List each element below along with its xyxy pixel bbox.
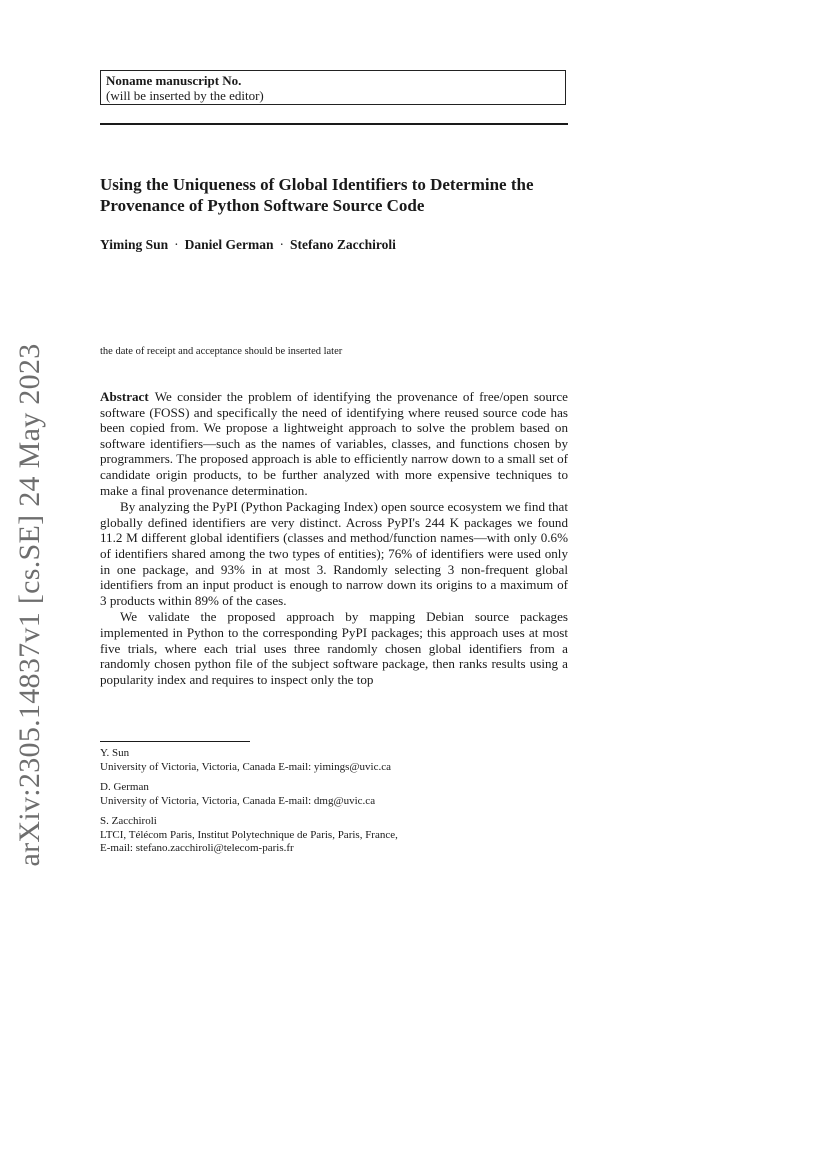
abstract-paragraph: We validate the proposed approach by mapping Debian source packages implemented in Python to the corresponding PyPI packages; this approach uses at most five trials, where each trial uses three randomly chosen global identifiers from a randomly chosen python file of the subject software package, then ranks results using a popularity index and requires to inspect only the top [100,609,568,687]
receipt-date-note: the date of receipt and acceptance should be inserted later [100,346,343,357]
author-name: Daniel German [184,237,274,252]
affiliation-german [100,781,560,808]
affiliation-line: University of Victoria, Victoria, Canada E-mail: yimings@uvic.ca [100,760,391,773]
editor-note: (will be inserted by the editor) [106,88,264,103]
abstract-paragraph: By analyzing the PyPI (Python Packaging Index) open source ecosystem we find that globally defined identifiers are very distinct. Across PyPI's 244 K packages we found 11.2 M different global identifiers (classes and method/function names—with only 0.6% of identifiers shared among the two types of entities); 76% of identifiers were used only in one package, and 93% in at most 3. Randomly selecting 3 non-frequent global identifiers from an input product is enough to narrow down its origins to a maximum of 3 products within 89% of the cases. [100,499,568,608]
affiliation-name: S. Zacchiroli [100,815,157,827]
arxiv-identifier: arXiv:2305.14837v1 [cs.SE] 24 May 2023 [13,343,46,867]
author-name: Stefano Zacchiroli [290,237,396,252]
footnote-rule [100,741,250,742]
header-rule [100,123,568,125]
author-list [100,236,430,253]
manuscript-number: Noname manuscript No. [106,73,242,88]
abstract-paragraph [100,389,568,498]
author-separator: · [279,237,285,252]
affiliation-line: E-mail: stefano.zacchiroli@telecom-paris.fr [100,842,294,854]
abstract-text: We consider the problem of identifying the provenance of free/open source software (FOSS) and specifically the need of identifying where reused source code has been copied from. We propose a lightweight approach to solve the problem based on software identifiers—such as the names of variables, classes, and functions chosen by programmers. The proposed approach is able to efficiently narrow down to a small set of candidate origin products, to be further analyzed with more expensive techniques to make a final provenance determination. [100,389,568,498]
author-name: Yiming Sun [100,237,169,252]
abstract-label: Abstract [100,389,149,404]
author-separator: · [174,237,179,252]
affiliation-sun [100,747,560,774]
manuscript-header-box [100,70,566,105]
abstract [100,389,568,687]
affiliation-name: D. German [100,781,149,793]
affiliation-line: University of Victoria, Victoria, Canada E-mail: dmg@uvic.ca [100,794,376,807]
paper-title: Using the Uniqueness of Global Identifiers to Determine the Provenance of Python Software Source Code [100,175,534,215]
affiliation-name: Y. Sun [100,747,130,759]
affiliation-zacchiroli [100,815,560,856]
affiliation-line: LTCI, Télécom Paris, Institut Polytechnique de Paris, Paris, France, [100,828,398,841]
arxiv-identifier-margin [0,343,60,867]
author-affiliations [100,747,560,863]
